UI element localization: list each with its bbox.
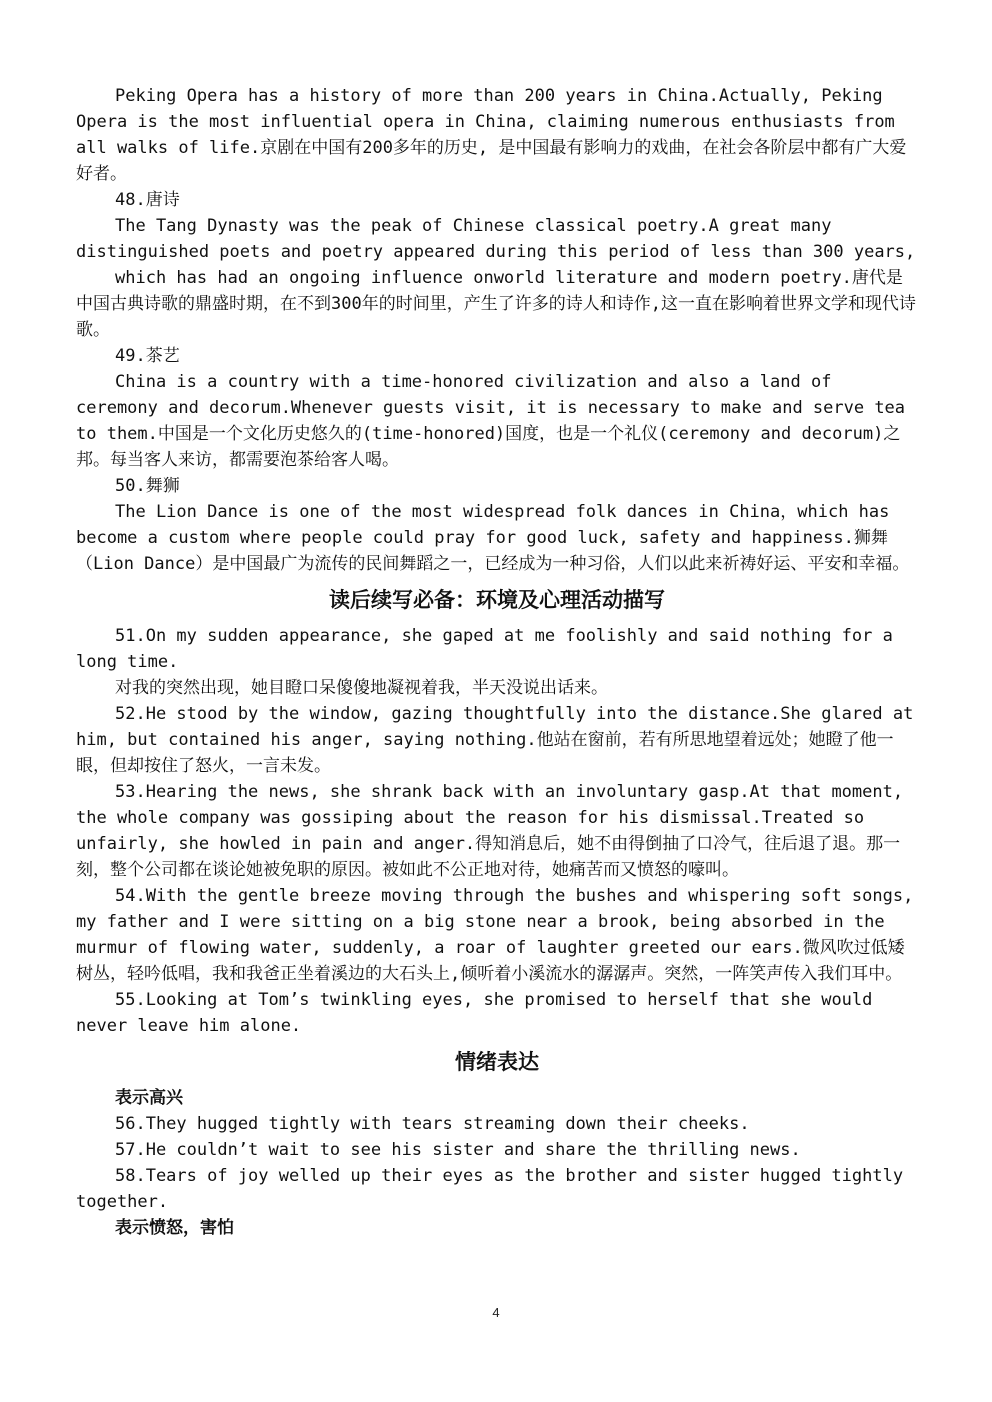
page-number: 4 <box>492 1305 500 1320</box>
paragraph-47: Peking Opera has a history of more than 200 years in China.Actually, Peking Opera is the most influential opera in China, claiming numerous enthusiasts from all walks of life.京剧在中国有200多年的历史, 是中国最有影响力的戏曲，在社会各阶层中都有广大爱好者。 <box>76 86 907 184</box>
item-title-49: 49.茶艺 <box>115 346 180 366</box>
paragraph-52: 52.He stood by the window, gazing thoughtfully into the distance.She glared at him, but contained his anger, saying nothing.他站在窗前，若有所思地望着远处；她瞪了他一眼，但却按住了怒火，一言未发。 <box>76 704 914 776</box>
subheading-happy: 表示高兴 <box>115 1088 183 1108</box>
paragraph-53: 53.Hearing the news, she shrank back with an involuntary gasp.At that moment, the whole company was gossiping about the reason for his dismissal.Treated so unfairly, she howled in pain and anger.得知消息后，她不由得倒抽了口冷气，往后退了退。那一刻，整个公司都在谈论她被免职的原因。被如此不公正地对待，她痛苦而又愤怒的嚎叫。 <box>76 782 904 880</box>
paragraph-57: 57.He couldn’t wait to see his sister and share the thrilling news. <box>115 1140 801 1160</box>
paragraph-51: 51.On my sudden appearance, she gaped at me foolishly and said nothing for a long time. <box>76 626 893 672</box>
paragraph-51-translation: 对我的突然出现，她目瞪口呆傻傻地凝视着我，半天没说出话来。 <box>115 678 608 698</box>
paragraph-48a: The Tang Dynasty was the peak of Chinese classical poetry.A great many distinguished poets and poetry appeared during this period of less than 300 years, <box>76 216 916 262</box>
document-page <box>76 83 918 1241</box>
paragraph-56: 56.They hugged tightly with tears streaming down their cheeks. <box>115 1114 750 1134</box>
paragraph-50: The Lion Dance is one of the most widespread folk dances in China，which has become a custom where people could pray for good luck, safety and happiness.狮舞（Lion Dance）是中国最广为流传的民间舞蹈之一，已经成为一种习俗，人们以此来祈祷好运、平安和幸福。 <box>76 502 910 574</box>
paragraph-54: 54.With the gentle breeze moving through the bushes and whispering soft songs, my father and I were sitting on a big stone near a brook, being absorbed in the murmur of flowing water, suddenly, a roar of laughter greeted our ears.微风吹过低矮树丛，轻吟低唱，我和我爸正坐着溪边的大石头上,倾听着小溪流水的潺潺声。突然，一阵笑声传入我们耳中。 <box>76 886 914 984</box>
subheading-angry-afraid: 表示愤怒，害怕 <box>115 1218 234 1238</box>
paragraph-58: 58.Tears of joy welled up their eyes as the brother and sister hugged tightly together. <box>76 1166 904 1212</box>
paragraph-49: China is a country with a time-honored civilization and also a land of ceremony and decorum.Whenever guests visit, it is necessary to make and serve tea to them.中国是一个文化历史悠久的(time-honored)国度，也是一个礼仪(ceremony and decorum)之邦。每当客人来访，都需要泡茶给客人喝。 <box>76 372 906 470</box>
item-title-48: 48.唐诗 <box>115 190 180 210</box>
paragraph-48b: which has had an ongoing influence onworld literature and modern poetry.唐代是中国古典诗歌的鼎盛时期，在不到300年的时间里，产生了许多的诗人和诗作,这一直在影响着世界文学和现代诗歌。 <box>76 268 916 340</box>
section-heading-continuation-writing: 读后续写必备：环境及心理活动描写 <box>329 587 665 612</box>
paragraph-55: 55.Looking at Tom’s twinkling eyes, she promised to herself that she would never leave him alone. <box>76 990 873 1036</box>
section-heading-emotion: 情绪表达 <box>455 1049 539 1074</box>
item-title-50: 50.舞狮 <box>115 476 180 496</box>
